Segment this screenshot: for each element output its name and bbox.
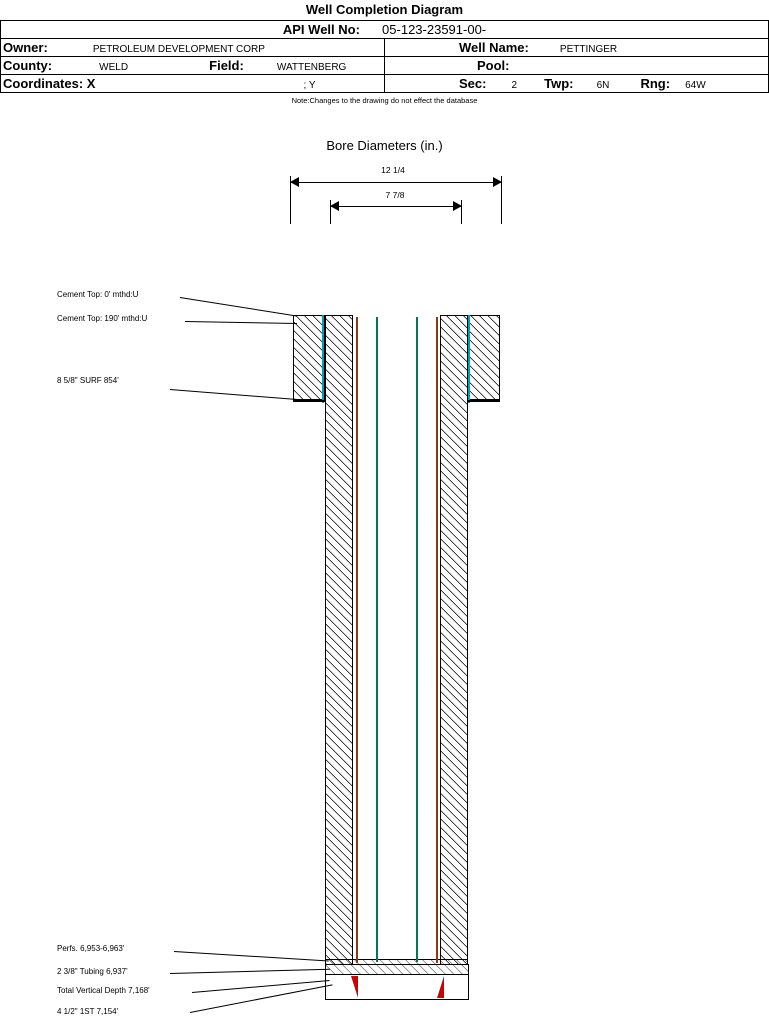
leader-tvd [192,980,330,993]
twp-value[interactable]: 6N [596,80,610,91]
api-cell [1,21,769,39]
leader-cement-top-190 [185,321,297,324]
annotation-tubing: 2 3/8" Tubing 6,937' [57,967,128,976]
county-value[interactable]: WELD [99,62,129,73]
rng-label: Rng: [640,76,671,91]
casing-shoe-right-icon [437,976,444,998]
leader-perfs [174,951,329,961]
surface-annulus-left [293,315,325,400]
rng-value[interactable]: 64W [685,80,706,91]
surface-casing-left [322,315,324,403]
sec-value[interactable]: 2 [511,80,518,91]
well-name-label: Well Name: [459,40,529,55]
outer-dimension-line [290,182,502,183]
surface-annulus-right [468,315,500,400]
owner-row [1,39,769,57]
annotation-production-casing: 4 1/2" 1ST 7,154' [57,1007,119,1016]
perforation-top-line [326,959,468,960]
borehole-wall-left [325,315,353,965]
surface-casing-shoe-right [468,400,500,402]
header-table [0,20,769,93]
production-casing-right [436,317,438,963]
bore-diameters-title: Bore Diameters (in.) [326,138,443,153]
owner-label: Owner: [3,40,48,55]
header-block [0,0,769,105]
annotation-cement-top-190: Cement Top: 190' mthd:U [57,314,148,323]
borehole-wall-right [440,315,468,965]
pool-label: Pool: [477,58,510,73]
annotation-tvd: Total Vertical Depth 7,168' [57,986,150,995]
well-name-cell [385,39,769,57]
coordinates-y-label: ; Y [303,80,316,91]
outer-dimension-arrow-left-icon [290,177,299,187]
perforation-bottom-line [326,974,468,975]
field-label: Field: [209,58,244,73]
api-row [1,21,769,39]
coordinates-label: Coordinates: X [3,76,96,91]
page-title: Well Completion Diagram [305,2,464,17]
annotation-perfs: Perfs. 6,953-6,963' [57,944,125,953]
sec-label: Sec: [459,76,487,91]
casing-shoe-left-icon [351,976,358,998]
annotation-cement-top-0: Cement Top: 0' mthd:U [57,290,139,299]
inner-dimension-arrow-left-icon [330,201,339,211]
outer-bore-dimension-label: 12 1/4 [381,165,405,175]
bottom-hole-right-wall [468,964,469,1000]
well-name-value[interactable]: PETTINGER [559,44,618,55]
total-depth-line [325,999,469,1000]
api-value[interactable]: 05-123-23591-00- [382,22,487,37]
county-row [1,57,769,75]
tubing-left [376,317,378,962]
annotation-surface-casing: 8 5/8" SURF 854' [57,376,119,385]
tubing-right [416,317,418,962]
outer-dimension-arrow-right-icon [493,177,502,187]
leader-production-casing [190,984,333,1013]
perforation-zone [326,960,468,974]
inner-dimension-line [330,206,462,207]
production-casing-left [356,317,358,963]
pool-cell [385,57,769,75]
location-cell [385,75,769,93]
inner-bore-dimension-label: 7 7/8 [385,190,405,200]
county-label: County: [3,58,53,73]
surface-casing-right [468,315,470,403]
coordinates-row [1,75,769,93]
twp-label: Twp: [544,76,574,91]
field-value[interactable]: WATTENBERG [276,62,347,73]
leader-tubing [170,969,330,974]
inner-dimension-arrow-right-icon [453,201,462,211]
owner-cell [1,39,385,57]
owner-value[interactable]: PETROLEUM DEVELOPMENT CORP [92,44,265,55]
database-note: Note:Changes to the drawing do not effect the database [291,96,478,105]
leader-cement-top-0 [180,297,297,316]
api-label: API Well No: [282,22,360,37]
coordinates-cell [1,75,385,93]
county-field-cell [1,57,385,75]
